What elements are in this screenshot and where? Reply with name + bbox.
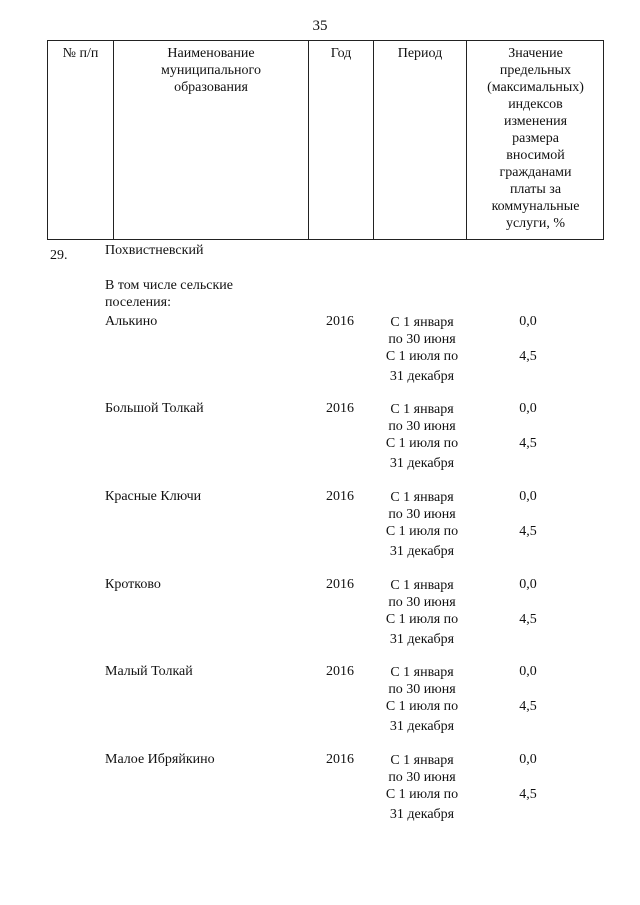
period-second-half: С 1 июля по 31 декабря [385, 524, 459, 559]
header-year: Год [330, 46, 352, 61]
period-second-half: С 1 июля по 31 декабря [385, 436, 459, 471]
header-municipality: Наименование муниципального образования [161, 46, 261, 95]
index-first-half: 0,0 [519, 314, 537, 329]
year: 2016 [326, 752, 354, 767]
index-first-half: 0,0 [519, 401, 537, 416]
settlement-name: Малое Ибряйкино [105, 752, 215, 767]
header-period: Период [397, 46, 443, 61]
settlement-name: Красные Ключи [105, 489, 202, 504]
index-first-half: 0,0 [519, 752, 537, 767]
index-first-half: 0,0 [519, 577, 537, 592]
year: 2016 [326, 577, 354, 592]
header-number: № п/п [62, 46, 99, 61]
index-second-half: 4,5 [519, 349, 537, 364]
year: 2016 [326, 314, 354, 329]
period-first-half: С 1 января по 30 июня [388, 665, 456, 697]
year: 2016 [326, 664, 354, 679]
settlement-name: Кротково [105, 577, 161, 592]
page-number: 35 [312, 18, 328, 34]
period-first-half: С 1 января по 30 июня [388, 490, 456, 522]
settlement-name: Большой Толкай [105, 401, 204, 416]
index-second-half: 4,5 [519, 436, 537, 451]
year: 2016 [326, 401, 354, 416]
settlement-name: Малый Толкай [105, 664, 193, 679]
period-second-half: С 1 июля по 31 декабря [385, 349, 459, 384]
year: 2016 [326, 489, 354, 504]
period-first-half: С 1 января по 30 июня [388, 753, 456, 785]
column-divider [308, 41, 309, 239]
period-second-half: С 1 июля по 31 декабря [385, 699, 459, 734]
index-second-half: 4,5 [519, 524, 537, 539]
period-second-half: С 1 июля по 31 декабря [385, 787, 459, 822]
header-index-value: Значение предельных (максимальных) индексов изменения размера вносимой гражданами платы за коммунальные услуги, % [487, 46, 584, 231]
index-second-half: 4,5 [519, 787, 537, 802]
subheading: В том числе сельские поселения: [105, 278, 234, 310]
period-first-half: С 1 января по 30 июня [388, 315, 456, 347]
index-first-half: 0,0 [519, 664, 537, 679]
index-second-half: 4,5 [519, 699, 537, 714]
district-name: Похвистневский [105, 243, 204, 258]
settlement-name: Алькино [105, 314, 158, 329]
column-divider [373, 41, 374, 239]
table-header [47, 40, 604, 240]
index-first-half: 0,0 [519, 489, 537, 504]
index-second-half: 4,5 [519, 612, 537, 627]
period-second-half: С 1 июля по 31 декабря [385, 612, 459, 647]
period-first-half: С 1 января по 30 июня [388, 578, 456, 610]
period-first-half: С 1 января по 30 июня [388, 402, 456, 434]
row-number: 29. [50, 248, 68, 263]
